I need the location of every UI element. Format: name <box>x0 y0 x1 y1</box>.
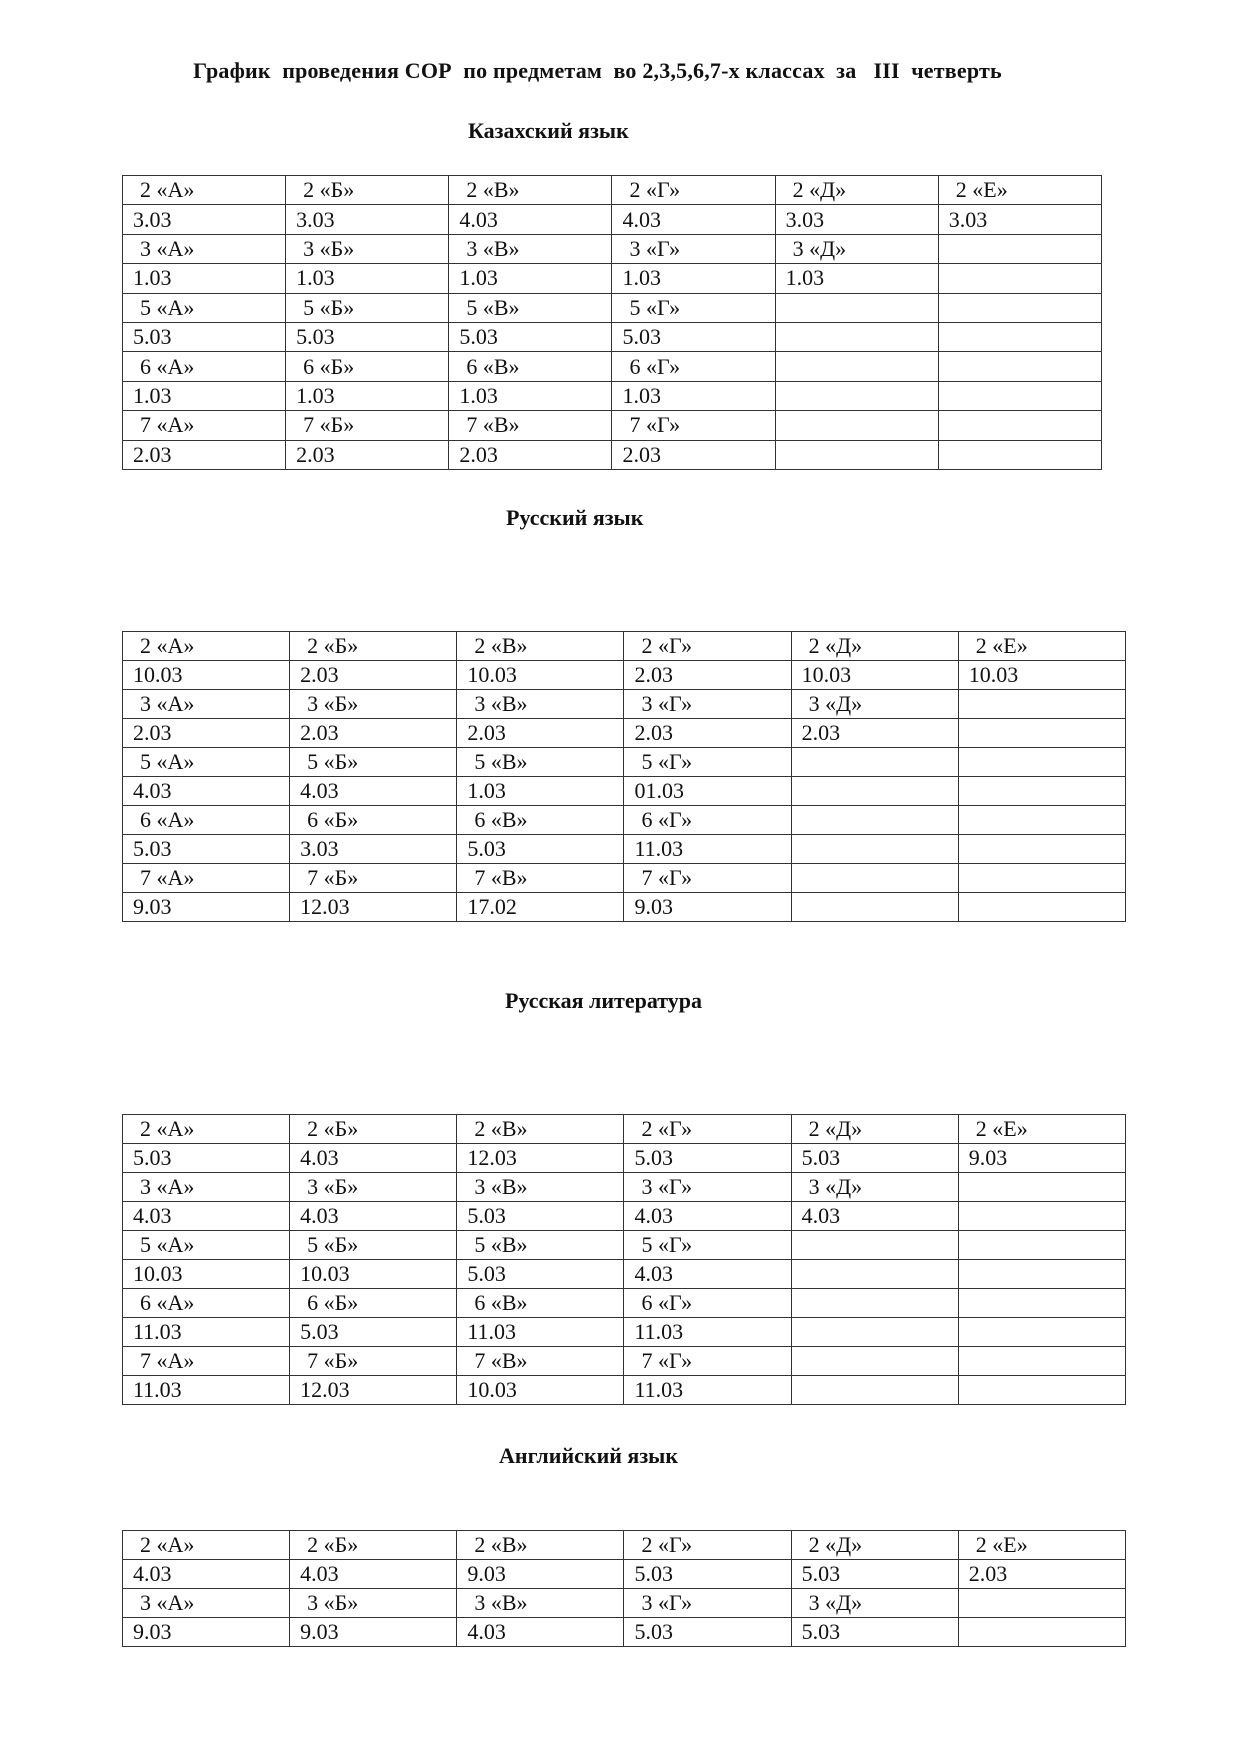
class-row <box>123 690 1126 719</box>
class-cell: 6 «Б» <box>286 352 449 381</box>
class-cell: 6 «Б» <box>290 806 457 835</box>
class-cell: 3 «Д» <box>775 234 938 263</box>
date-cell: 9.03 <box>457 1560 624 1589</box>
date-row <box>123 381 1102 410</box>
class-row <box>123 748 1126 777</box>
date-row <box>123 1144 1126 1173</box>
date-cell <box>958 893 1125 922</box>
class-cell: 7 «А» <box>123 1347 290 1376</box>
date-cell: 5.03 <box>791 1144 958 1173</box>
class-cell <box>791 1289 958 1318</box>
class-cell: 2 «Б» <box>290 1531 457 1560</box>
date-cell: 1.03 <box>775 264 938 293</box>
date-cell: 2.03 <box>123 719 290 748</box>
date-cell: 9.03 <box>958 1144 1125 1173</box>
class-cell: 7 «Б» <box>290 864 457 893</box>
date-cell: 5.03 <box>457 835 624 864</box>
class-cell: 3 «Д» <box>791 690 958 719</box>
class-cell: 7 «Г» <box>624 864 791 893</box>
date-cell <box>938 381 1101 410</box>
date-cell <box>791 893 958 922</box>
date-cell: 12.03 <box>290 893 457 922</box>
date-cell: 5.03 <box>290 1318 457 1347</box>
class-row <box>123 632 1126 661</box>
class-cell <box>958 806 1125 835</box>
schedule-table-kazakh-language <box>122 175 1102 470</box>
class-cell: 2 «Д» <box>791 632 958 661</box>
date-cell: 9.03 <box>624 893 791 922</box>
date-cell: 5.03 <box>123 322 286 351</box>
date-cell: 4.03 <box>290 777 457 806</box>
date-cell: 2.03 <box>958 1560 1125 1589</box>
class-cell: 3 «Д» <box>791 1589 958 1618</box>
date-cell <box>938 264 1101 293</box>
date-cell: 11.03 <box>123 1318 290 1347</box>
date-cell: 2.03 <box>123 440 286 469</box>
date-cell: 2.03 <box>457 719 624 748</box>
date-cell: 1.03 <box>449 381 612 410</box>
date-cell: 3.03 <box>775 205 938 234</box>
class-cell <box>791 864 958 893</box>
date-cell: 4.03 <box>612 205 775 234</box>
date-row <box>123 661 1126 690</box>
date-cell: 11.03 <box>624 1376 791 1405</box>
class-cell: 5 «В» <box>449 293 612 322</box>
class-cell: 2 «Г» <box>624 1115 791 1144</box>
date-cell: 11.03 <box>457 1318 624 1347</box>
date-cell <box>791 835 958 864</box>
date-cell <box>791 1376 958 1405</box>
class-cell <box>791 748 958 777</box>
class-cell: 2 «В» <box>457 1531 624 1560</box>
class-row <box>123 1289 1126 1318</box>
class-cell <box>958 748 1125 777</box>
date-row <box>123 1560 1126 1589</box>
class-cell: 2 «В» <box>449 176 612 205</box>
class-cell: 6 «В» <box>457 1289 624 1318</box>
date-cell: 10.03 <box>791 661 958 690</box>
class-cell: 7 «Г» <box>624 1347 791 1376</box>
class-cell <box>791 1347 958 1376</box>
date-cell: 2.03 <box>286 440 449 469</box>
class-row <box>123 234 1102 263</box>
class-cell: 3 «Г» <box>624 690 791 719</box>
class-cell: 6 «А» <box>123 1289 290 1318</box>
class-cell: 2 «Б» <box>290 632 457 661</box>
class-cell <box>938 234 1101 263</box>
date-cell: 2.03 <box>624 719 791 748</box>
class-cell: 3 «Г» <box>612 234 775 263</box>
date-row <box>123 1618 1126 1647</box>
class-cell: 3 «Б» <box>286 234 449 263</box>
date-cell: 2.03 <box>612 440 775 469</box>
class-cell: 7 «Б» <box>290 1347 457 1376</box>
class-cell: 2 «В» <box>457 632 624 661</box>
date-cell: 5.03 <box>449 322 612 351</box>
date-cell <box>938 322 1101 351</box>
date-cell: 9.03 <box>123 893 290 922</box>
schedule-table-russian-language <box>122 631 1126 922</box>
class-cell: 2 «Г» <box>612 176 775 205</box>
date-row <box>123 205 1102 234</box>
date-cell: 11.03 <box>624 1318 791 1347</box>
date-cell: 10.03 <box>123 661 290 690</box>
document-title <box>0 58 1241 84</box>
date-cell: 4.03 <box>449 205 612 234</box>
class-cell <box>958 1289 1125 1318</box>
date-row <box>123 1260 1126 1289</box>
class-cell: 3 «Г» <box>624 1173 791 1202</box>
date-cell <box>958 1376 1125 1405</box>
date-cell: 4.03 <box>290 1144 457 1173</box>
class-cell: 3 «Г» <box>624 1589 791 1618</box>
date-cell: 4.03 <box>290 1202 457 1231</box>
class-row <box>123 1347 1126 1376</box>
class-cell: 6 «В» <box>457 806 624 835</box>
schedule-table-russian-literature <box>122 1114 1126 1405</box>
date-cell: 5.03 <box>791 1560 958 1589</box>
date-row <box>123 322 1102 351</box>
class-cell: 7 «Б» <box>286 411 449 440</box>
date-cell: 3.03 <box>286 205 449 234</box>
date-cell <box>958 1318 1125 1347</box>
date-row <box>123 893 1126 922</box>
date-row <box>123 1376 1126 1405</box>
date-cell: 5.03 <box>457 1202 624 1231</box>
class-cell: 3 «А» <box>123 690 290 719</box>
date-cell: 3.03 <box>938 205 1101 234</box>
date-cell: 2.03 <box>290 661 457 690</box>
date-cell <box>775 381 938 410</box>
date-cell <box>775 440 938 469</box>
class-cell: 3 «Д» <box>791 1173 958 1202</box>
class-cell <box>958 1173 1125 1202</box>
date-cell: 12.03 <box>457 1144 624 1173</box>
date-row <box>123 777 1126 806</box>
date-cell: 11.03 <box>123 1376 290 1405</box>
date-cell: 1.03 <box>123 264 286 293</box>
class-cell: 3 «В» <box>457 1173 624 1202</box>
date-cell: 10.03 <box>457 661 624 690</box>
class-cell <box>775 352 938 381</box>
class-cell: 3 «А» <box>123 1173 290 1202</box>
date-cell: 10.03 <box>457 1376 624 1405</box>
date-cell: 2.03 <box>624 661 791 690</box>
date-cell: 4.03 <box>624 1260 791 1289</box>
class-cell: 3 «В» <box>457 690 624 719</box>
date-row <box>123 835 1126 864</box>
date-row <box>123 719 1126 748</box>
class-cell: 7 «В» <box>449 411 612 440</box>
class-cell: 3 «Б» <box>290 1589 457 1618</box>
class-cell: 5 «Г» <box>612 293 775 322</box>
class-cell <box>938 352 1101 381</box>
date-cell: 10.03 <box>290 1260 457 1289</box>
class-cell: 2 «В» <box>457 1115 624 1144</box>
date-cell <box>958 1618 1125 1647</box>
class-cell: 3 «А» <box>123 234 286 263</box>
class-cell: 6 «А» <box>123 806 290 835</box>
date-cell: 4.03 <box>791 1202 958 1231</box>
date-row <box>123 264 1102 293</box>
class-cell: 2 «А» <box>123 632 290 661</box>
class-row <box>123 1173 1126 1202</box>
class-cell: 2 «Е» <box>938 176 1101 205</box>
class-row <box>123 293 1102 322</box>
class-cell: 2 «Д» <box>791 1115 958 1144</box>
date-cell: 3.03 <box>290 835 457 864</box>
class-cell: 5 «А» <box>123 1231 290 1260</box>
date-row <box>123 1318 1126 1347</box>
date-cell: 1.03 <box>286 381 449 410</box>
date-cell: 4.03 <box>123 1560 290 1589</box>
class-cell <box>791 806 958 835</box>
date-cell: 1.03 <box>449 264 612 293</box>
date-cell: 2.03 <box>791 719 958 748</box>
class-cell: 5 «А» <box>123 293 286 322</box>
date-cell: 5.03 <box>457 1260 624 1289</box>
class-row <box>123 176 1102 205</box>
class-cell <box>775 411 938 440</box>
date-cell: 10.03 <box>123 1260 290 1289</box>
class-row <box>123 1231 1126 1260</box>
date-cell: 5.03 <box>624 1618 791 1647</box>
class-cell: 2 «Е» <box>958 632 1125 661</box>
class-cell <box>958 690 1125 719</box>
date-cell: 5.03 <box>286 322 449 351</box>
class-cell: 3 «Б» <box>290 690 457 719</box>
class-cell: 6 «А» <box>123 352 286 381</box>
class-cell: 2 «Г» <box>624 1531 791 1560</box>
date-row <box>123 1202 1126 1231</box>
date-cell: 4.03 <box>123 777 290 806</box>
class-cell <box>958 1347 1125 1376</box>
date-cell <box>791 777 958 806</box>
date-cell: 10.03 <box>958 661 1125 690</box>
date-cell <box>958 1260 1125 1289</box>
class-cell: 2 «А» <box>123 176 286 205</box>
class-cell: 7 «А» <box>123 864 290 893</box>
class-cell: 2 «Б» <box>290 1115 457 1144</box>
date-cell: 5.03 <box>624 1560 791 1589</box>
date-cell: 5.03 <box>791 1618 958 1647</box>
class-row <box>123 1589 1126 1618</box>
class-cell: 3 «В» <box>457 1589 624 1618</box>
section-heading-kazakh-language: Казахский язык <box>468 118 629 143</box>
class-cell: 2 «Д» <box>791 1531 958 1560</box>
date-cell: 2.03 <box>449 440 612 469</box>
section-heading-russian-language: Русский язык <box>506 505 644 530</box>
class-cell: 5 «Г» <box>624 1231 791 1260</box>
class-cell: 6 «Б» <box>290 1289 457 1318</box>
date-cell: 5.03 <box>123 835 290 864</box>
date-cell: 01.03 <box>624 777 791 806</box>
date-cell: 3.03 <box>123 205 286 234</box>
schedule-table-english-language <box>122 1530 1126 1647</box>
date-cell: 12.03 <box>290 1376 457 1405</box>
class-cell: 6 «Г» <box>612 352 775 381</box>
document-title-text: График проведения СОР по предметам во 2,3,5,6,7-х классах за III четверть <box>193 58 1002 83</box>
class-cell: 5 «Б» <box>290 1231 457 1260</box>
date-cell: 2.03 <box>290 719 457 748</box>
class-cell: 2 «Б» <box>286 176 449 205</box>
date-cell: 17.02 <box>457 893 624 922</box>
class-row <box>123 864 1126 893</box>
class-cell: 5 «А» <box>123 748 290 777</box>
date-cell: 4.03 <box>290 1560 457 1589</box>
class-cell: 6 «В» <box>449 352 612 381</box>
date-cell <box>775 322 938 351</box>
class-row <box>123 806 1126 835</box>
class-cell: 7 «А» <box>123 411 286 440</box>
class-cell <box>958 864 1125 893</box>
class-cell <box>791 1231 958 1260</box>
date-cell: 1.03 <box>457 777 624 806</box>
class-cell: 2 «Е» <box>958 1531 1125 1560</box>
class-cell: 7 «В» <box>457 864 624 893</box>
date-cell: 5.03 <box>123 1144 290 1173</box>
class-cell: 2 «А» <box>123 1531 290 1560</box>
section-heading-english-language: Английский язык <box>499 1443 679 1468</box>
class-cell: 2 «Е» <box>958 1115 1125 1144</box>
class-cell: 2 «Г» <box>624 632 791 661</box>
date-cell <box>958 719 1125 748</box>
date-cell: 5.03 <box>624 1144 791 1173</box>
class-row <box>123 411 1102 440</box>
class-cell: 5 «В» <box>457 1231 624 1260</box>
date-cell <box>958 1202 1125 1231</box>
class-cell: 3 «А» <box>123 1589 290 1618</box>
date-cell <box>958 777 1125 806</box>
class-cell: 2 «Д» <box>775 176 938 205</box>
section-heading-russian-literature: Русская литература <box>505 988 703 1013</box>
date-cell: 5.03 <box>612 322 775 351</box>
class-cell: 2 «А» <box>123 1115 290 1144</box>
date-cell: 1.03 <box>612 381 775 410</box>
date-cell: 4.03 <box>457 1618 624 1647</box>
class-cell <box>958 1589 1125 1618</box>
date-cell: 1.03 <box>123 381 286 410</box>
class-row <box>123 1531 1126 1560</box>
date-cell <box>791 1318 958 1347</box>
class-cell <box>775 293 938 322</box>
class-cell: 7 «Г» <box>612 411 775 440</box>
date-cell: 9.03 <box>123 1618 290 1647</box>
date-row <box>123 440 1102 469</box>
class-cell: 6 «Г» <box>624 1289 791 1318</box>
date-cell: 1.03 <box>286 264 449 293</box>
date-cell: 4.03 <box>624 1202 791 1231</box>
class-cell: 6 «Г» <box>624 806 791 835</box>
date-cell: 1.03 <box>612 264 775 293</box>
date-cell <box>958 835 1125 864</box>
class-cell: 3 «В» <box>449 234 612 263</box>
class-cell: 3 «Б» <box>290 1173 457 1202</box>
class-cell: 5 «Б» <box>290 748 457 777</box>
class-row <box>123 352 1102 381</box>
date-cell <box>791 1260 958 1289</box>
class-cell: 5 «Г» <box>624 748 791 777</box>
class-cell: 5 «В» <box>457 748 624 777</box>
date-cell: 11.03 <box>624 835 791 864</box>
class-cell <box>938 411 1101 440</box>
class-cell <box>938 293 1101 322</box>
class-row <box>123 1115 1126 1144</box>
date-cell: 4.03 <box>123 1202 290 1231</box>
class-cell <box>958 1231 1125 1260</box>
class-cell: 7 «В» <box>457 1347 624 1376</box>
class-cell: 5 «Б» <box>286 293 449 322</box>
date-cell: 9.03 <box>290 1618 457 1647</box>
date-cell <box>938 440 1101 469</box>
